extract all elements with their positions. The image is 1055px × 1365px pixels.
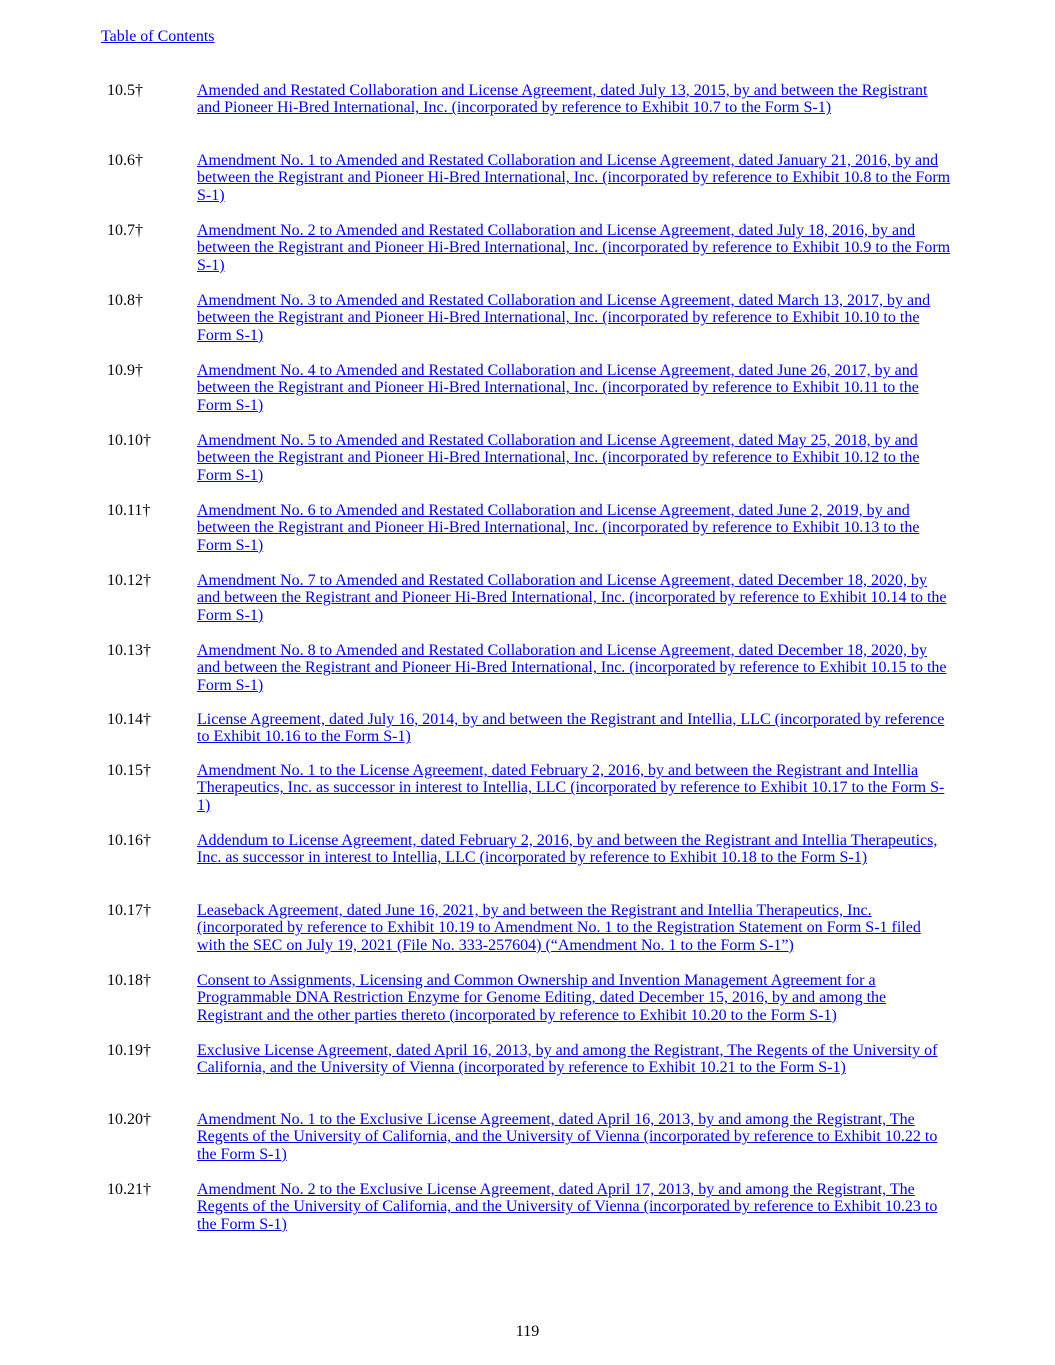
- exhibit-description-link[interactable]: Leaseback Agreement, dated June 16, 2021, by and between the Registrant and Intellia Therapeutics, Inc. (incorporated by reference to Exhibit 10.19 to Amendment No. 1 to the Registration Statement on Form S-1 filed with the SEC on July 19, 2021 (File No. 333-257604) (“Amendment No. 1 to the Form S-1”): [197, 902, 921, 954]
- exhibit-row: [107, 972, 953, 1024]
- exhibit-number: 10.12†: [107, 572, 151, 589]
- exhibit-description-link[interactable]: Amendment No. 3 to Amended and Restated Collaboration and License Agreement, dated March 13, 2017, by and between the Registrant and Pioneer Hi-Bred International, Inc. (incorporated by reference to Exhibit 10.10 to the Form S-1): [197, 292, 931, 344]
- exhibit-row: [107, 222, 953, 274]
- exhibit-row: [107, 82, 953, 117]
- exhibit-row: [107, 711, 953, 746]
- exhibit-description-link[interactable]: Consent to Assignments, Licensing and Common Ownership and Invention Management Agreement for a Programmable DNA Restriction Enzyme for Genome Editing, dated December 15, 2016, by and among the Registrant and the other parties thereto (incorporated by reference to Exhibit 10.20 to the Form S-1): [197, 972, 887, 1024]
- exhibit-number: 10.14†: [107, 711, 151, 728]
- exhibit-description-link[interactable]: Amendment No. 2 to Amended and Restated Collaboration and License Agreement, dated July 18, 2016, by and between the Registrant and Pioneer Hi-Bred International, Inc. (incorporated by reference to Exhibit 10.9 to the Form S-1): [197, 222, 951, 274]
- exhibit-number: 10.10†: [107, 432, 151, 449]
- exhibit-description-link[interactable]: Exclusive License Agreement, dated April 16, 2013, by and among the Registrant, The Regents of the University of California, and the University of Vienna (incorporated by reference to Exhibit 10.21 to the Form S-1): [197, 1042, 938, 1077]
- exhibit-row: [107, 572, 953, 624]
- exhibit-description-link[interactable]: Amendment No. 1 to Amended and Restated Collaboration and License Agreement, dated January 21, 2016, by and between the Registrant and Pioneer Hi-Bred International, Inc. (incorporated by reference to Exhibit 10.8 to the Form S-1): [197, 152, 951, 204]
- exhibit-number: 10.15†: [107, 762, 151, 779]
- exhibit-number: 10.13†: [107, 642, 151, 659]
- exhibit-description-link[interactable]: Amendment No. 1 to the License Agreement, dated February 2, 2016, by and between the Registrant and Intellia Therapeutics, Inc. as successor in interest to Intellia, LLC (incorporated by reference to Exhibit 10.17 to the Form S-1): [197, 762, 945, 814]
- exhibit-description-link[interactable]: Amendment No. 4 to Amended and Restated Collaboration and License Agreement, dated June 26, 2017, by and between the Registrant and Pioneer Hi-Bred International, Inc. (incorporated by reference to Exhibit 10.11 to the Form S-1): [197, 362, 919, 414]
- exhibit-number: 10.6†: [107, 152, 143, 169]
- exhibit-number: 10.9†: [107, 362, 143, 379]
- exhibit-number: 10.17†: [107, 902, 151, 919]
- exhibit-number: 10.18†: [107, 972, 151, 989]
- exhibit-row: [107, 902, 953, 954]
- exhibit-row: [107, 502, 953, 554]
- exhibit-number: 10.21†: [107, 1181, 151, 1198]
- exhibit-description-link[interactable]: Amendment No. 8 to Amended and Restated Collaboration and License Agreement, dated December 18, 2020, by and between the Registrant and Pioneer Hi-Bred International, Inc. (incorporated by reference to Exhibit 10.15 to the Form S-1): [197, 642, 947, 694]
- exhibit-description-link[interactable]: Amendment No. 7 to Amended and Restated Collaboration and License Agreement, dated December 18, 2020, by and between the Registrant and Pioneer Hi-Bred International, Inc. (incorporated by reference to Exhibit 10.14 to the Form S-1): [197, 572, 947, 624]
- exhibit-row: [107, 152, 953, 204]
- exhibit-number: 10.8†: [107, 292, 143, 309]
- exhibit-row: [107, 362, 953, 414]
- table-of-contents-link[interactable]: Table of Contents: [101, 28, 215, 45]
- exhibit-description-link[interactable]: Amendment No. 1 to the Exclusive License Agreement, dated April 16, 2013, by and among the Registrant, The Regents of the University of California, and the University of Vienna (incorporated by reference to Exhibit 10.22 to the Form S-1): [197, 1111, 938, 1163]
- exhibit-number: 10.19†: [107, 1042, 151, 1059]
- exhibit-description-link[interactable]: Amendment No. 6 to Amended and Restated Collaboration and License Agreement, dated June 2, 2019, by and between the Registrant and Pioneer Hi-Bred International, Inc. (incorporated by reference to Exhibit 10.13 to the Form S-1): [197, 502, 920, 554]
- exhibit-description-link[interactable]: Amendment No. 5 to Amended and Restated Collaboration and License Agreement, dated May 25, 2018, by and between the Registrant and Pioneer Hi-Bred International, Inc. (incorporated by reference to Exhibit 10.12 to the Form S-1): [197, 432, 920, 484]
- exhibit-description-link[interactable]: Amended and Restated Collaboration and License Agreement, dated July 13, 2015, by and between the Registrant and Pioneer Hi-Bred International, Inc. (incorporated by reference to Exhibit 10.7 to the Form S-1): [197, 82, 928, 117]
- exhibit-number: 10.16†: [107, 832, 151, 849]
- exhibit-number: 10.20†: [107, 1111, 151, 1128]
- page-number: 119: [515, 1323, 540, 1340]
- exhibit-description-link[interactable]: Addendum to License Agreement, dated February 2, 2016, by and between the Registrant and Intellia Therapeutics, Inc. as successor in interest to Intellia, LLC (incorporated by reference to Exhibit 10.18 to the Form S-1): [197, 832, 938, 867]
- exhibit-row: [107, 292, 953, 344]
- exhibit-row: [107, 642, 953, 694]
- exhibit-row: [107, 1181, 953, 1233]
- exhibit-description-link[interactable]: Amendment No. 2 to the Exclusive License Agreement, dated April 17, 2013, by and among the Registrant, The Regents of the University of California, and the University of Vienna (incorporated by reference to Exhibit 10.23 to the Form S-1): [197, 1181, 938, 1233]
- exhibit-row: [107, 1111, 953, 1163]
- exhibit-row: [107, 1042, 953, 1077]
- exhibit-number: 10.11†: [107, 502, 151, 519]
- exhibit-row: [107, 832, 953, 867]
- exhibit-description-link[interactable]: License Agreement, dated July 16, 2014, by and between the Registrant and Intellia, LLC (incorporated by reference to Exhibit 10.16 to the Form S-1): [197, 711, 945, 746]
- exhibit-number: 10.5†: [107, 82, 143, 99]
- exhibit-number: 10.7†: [107, 222, 143, 239]
- exhibit-row: [107, 432, 953, 484]
- exhibit-row: [107, 762, 953, 814]
